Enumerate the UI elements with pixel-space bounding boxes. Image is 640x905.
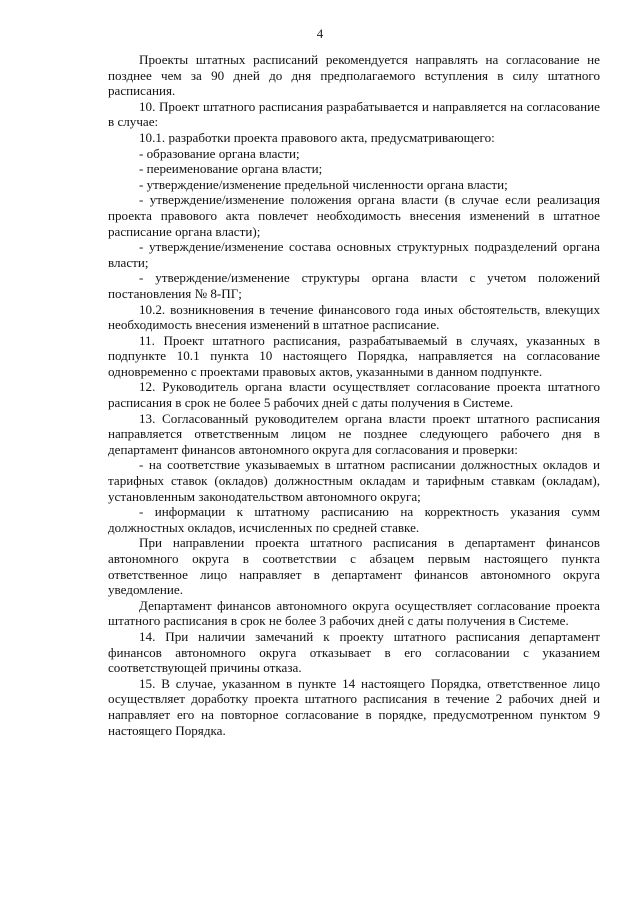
list-item-structural-units: - утверждение/изменение состава основных структурных подразделений органа власти;: [108, 239, 600, 270]
paragraph-item-11: 11. Проект штатного расписания, разрабатываемый в случаях, указанных в подпункте 10.1 пункта 10 настоящего Порядка, направляется на согласование одновременно с проектами правовых актов, указанными в данном подпункте.: [108, 332, 600, 379]
document-body: [108, 52, 600, 738]
paragraph-item-12: 12. Руководитель органа власти осуществляет согласование проекта штатного расписания в срок не более 5 рабочих дней с даты получения в Системе.: [108, 379, 600, 411]
list-item-salary-compliance: - на соответствие указываемых в штатном расписании должностных окладов и тарифных ставок (окладов) должностным окладам и тарифным ставкам (окладам), установленным законодательством автономного округа;: [108, 457, 600, 504]
list-item-regulation: - утверждение/изменение положения органа власти (в случае если реализация проекта правового акта повлечет необходимость внесения изменений в штатное расписание органа власти);: [108, 192, 600, 239]
paragraph-item-15: 15. В случае, указанном в пункте 14 настоящего Порядка, ответственное лицо осуществляет доработку проекта штатного расписания в течение 2 рабочих дней и направляет его на повторное согласование в порядке, предусмотренном пунктом 9 настоящего Порядка.: [108, 675, 600, 738]
paragraph-item-10-1: 10.1. разработки проекта правового акта, предусматривающего:: [139, 129, 495, 145]
paragraph-item-10-2: 10.2. возникновения в течение финансового года иных обстоятельств, влекущих необходимость внесения изменений в штатное расписание.: [108, 301, 600, 333]
page-number: 4: [316, 26, 324, 41]
paragraph-finance-approval: Департамент финансов автономного округа осуществляет согласование проекта штатного расписания в срок не более 3 рабочих дней с даты получения в Системе.: [108, 597, 600, 629]
list-item-renaming: - переименование органа власти;: [139, 161, 323, 177]
list-item-headcount: - утверждение/изменение предельной численности органа власти;: [139, 176, 508, 192]
list-item-structure: - утверждение/изменение структуры органа власти с учетом положений постановления № 8-ПГ;: [108, 270, 600, 301]
paragraph-submission-deadline: Проекты штатных расписаний рекомендуется направлять на согласование не позднее чем за 90 дней до дня предполагаемого вступления в силу штатного расписания.: [108, 52, 600, 99]
paragraph-item-13: 13. Согласованный руководителем органа власти проект штатного расписания направляется ответственным лицом не позднее следующего рабочего дня в департамент финансов автономного округа для согласования и проверки:: [108, 410, 600, 457]
paragraph-notification: При направлении проекта штатного расписания в департамент финансов автономного округа в соответствии с абзацем первым настоящего пункта ответственное лицо направляет в департамент финансов автономного округа уведомление.: [108, 535, 600, 598]
list-item-salary-info: - информации к штатному расписанию на корректность указания сумм должностных окладов, исчисленных по средней ставке.: [108, 504, 600, 535]
paragraph-item-14: 14. При наличии замечаний к проекту штатного расписания департамент финансов автономного округа отказывает в его согласовании с указанием соответствующей причины отказа.: [108, 628, 600, 676]
list-item-formation: - образование органа власти;: [139, 145, 300, 161]
paragraph-item-10: 10. Проект штатного расписания разрабатывается и направляется на согласование в случае:: [108, 98, 600, 130]
